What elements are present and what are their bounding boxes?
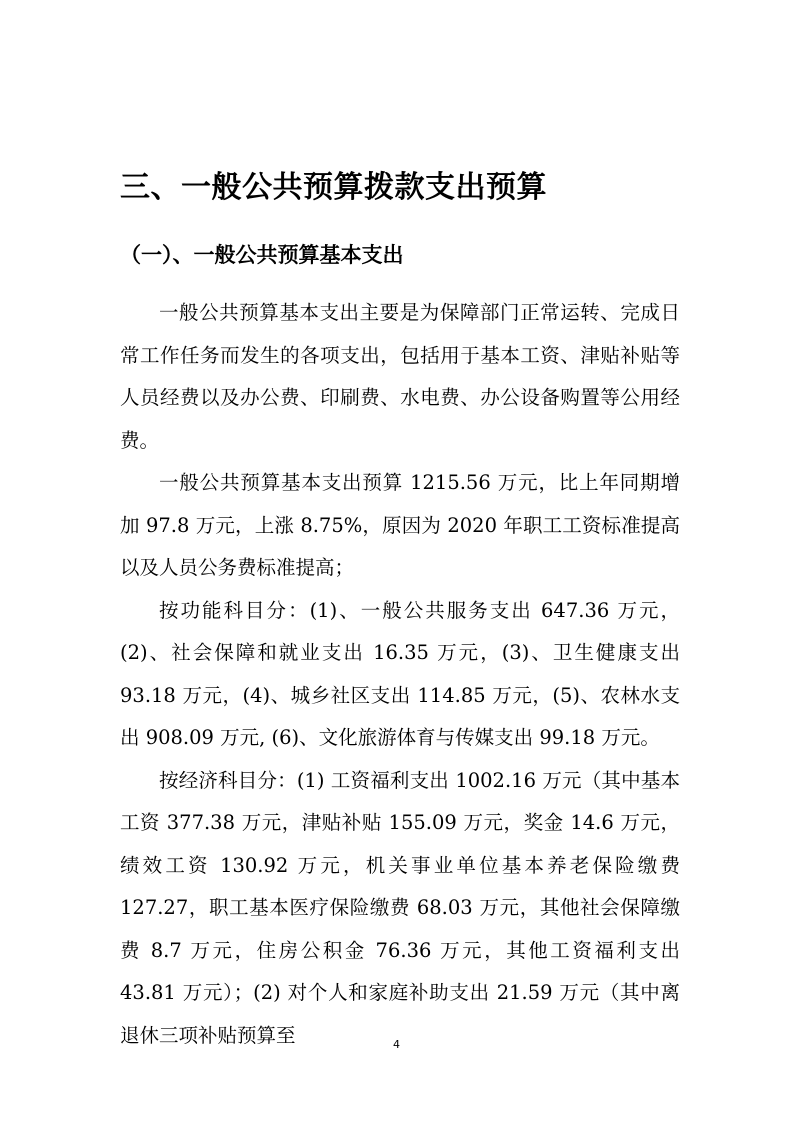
paragraph-economic-classification: 按经济科目分：(1) 工资福利支出 1002.16 万元（其中基本工资 377.38 万元，津贴补贴 155.09 万元，奖金 14.6 万元，绩效工资 130.92 万元，机关事业单位基本养老保险缴费 127.27，职工基本医疗保险缴费 68.03 万元，其他社会保障缴费 8.7 万元，住房公积金 76.36 万元，其他工资福利支出 43.81 万元）；(2) 对个人和家庭补助支出 21.59 万元（其中离退休三项补贴预算至 [120,768,680,1047]
page-number: 4 [393,1038,400,1051]
paragraph-functional-classification: 按功能科目分：(1)、一般公共服务支出 647.36 万元，(2)、社会保障和就业支出 16.35 万元，(3)、卫生健康支出 93.18 万元，(4)、城乡社区支出 114.85 万元，(5)、农林水支出 908.09 万元, (6)、文化旅游体育与传媒支出 99.18 万元。 [120,598,680,749]
body-text [120,292,680,1057]
section-title: 三、一般公共预算拨款支出预算 [120,170,547,205]
paragraph-budget-total: 一般公共预算基本支出预算 1215.56 万元，比上年同期增加 97.8 万元，上涨 8.75%，原因为 2020 年职工工资标准提高以及人员公务费标准提高； [120,471,680,579]
subsection-title: （一）、一般公共预算基本支出 [120,243,404,267]
paragraph-basic-expenditure-definition: 一般公共预算基本支出主要是为保障部门正常运转、完成日常工作任务而发生的各项支出，包括用于基本工资、津贴补贴等人员经费以及办公费、印刷费、水电费、办公设备购置等公用经费。 [120,301,680,452]
